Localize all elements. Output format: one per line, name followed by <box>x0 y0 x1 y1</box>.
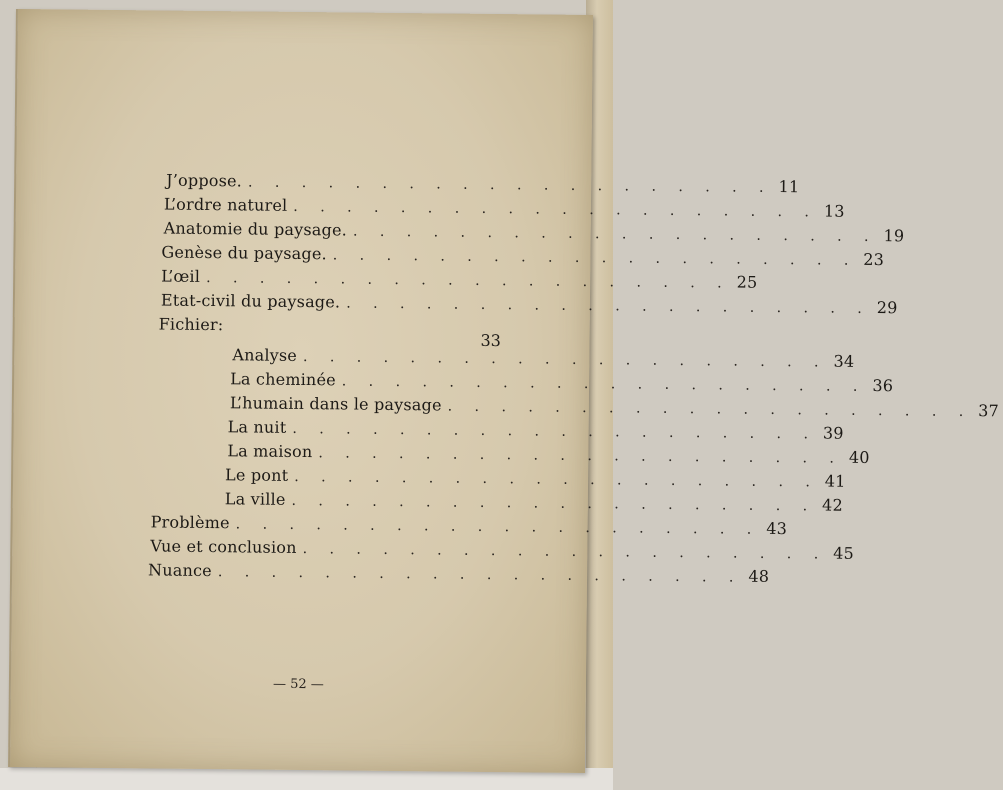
dot-leader: . . . . . . . . . . . . . . . . . . . . <box>217 564 743 586</box>
toc-subentry <box>224 489 843 515</box>
toc-entry-title: Anatomie du paysage. <box>163 218 348 240</box>
toc-entry-title: La ville <box>224 489 286 509</box>
toc-entry <box>166 170 800 197</box>
table-of-contents <box>10 9 1000 773</box>
dot-leader: . . . . . . . . . . . . . . . . . . . . <box>247 174 773 196</box>
toc-subentry <box>229 393 1000 421</box>
toc-entry-page: 19 <box>883 226 905 246</box>
toc-entry <box>150 536 855 563</box>
dot-leader: . . . . . . . . . . . . . . . . . . . . <box>332 247 858 269</box>
toc-entry-title: Analyse <box>232 345 298 365</box>
toc-entry-page: 23 <box>863 249 885 270</box>
toc-entry-page: 41 <box>824 471 846 491</box>
dot-leader: . . . . . . . . . . . . . . . . . . . . <box>447 398 973 421</box>
toc-entry-title: L’humain dans le paysage <box>229 393 442 415</box>
dot-leader: . . . . . . . . . . . . . . . . . . . . <box>206 270 731 292</box>
toc-entry-page: 45 <box>833 543 855 563</box>
toc-entry-title: La maison <box>227 441 313 462</box>
toc-entry-title: L’ordre naturel <box>163 194 288 215</box>
toc-entry-title: La nuit <box>227 417 287 437</box>
dot-leader: . . . . . . . . . . . . . . . . . . . . <box>302 349 828 371</box>
toc-subentry <box>232 345 855 371</box>
toc-entry-page: 37 <box>978 401 1000 421</box>
toc-entry-page: 43 <box>766 518 788 539</box>
toc-entry-title: Nuance <box>148 560 212 581</box>
toc-entry-title: Etat-civil du paysage. <box>160 290 341 312</box>
toc-entry-page: 29 <box>876 298 898 318</box>
toc-entry-page: 39 <box>822 423 844 443</box>
toc-entry-page: 36 <box>872 375 894 396</box>
toc-entry-title: Genèse du paysage. <box>161 242 327 264</box>
dot-leader: . . . . . . . . . . . . . . . . . . . . <box>235 516 761 538</box>
toc-entry <box>163 218 905 246</box>
toc-subentry <box>230 369 894 396</box>
toc-entry-title: Le pont <box>225 465 289 485</box>
toc-subentry <box>225 465 846 491</box>
toc-entry-page: 34 <box>833 351 855 371</box>
page-folio: — 52 — <box>272 676 324 693</box>
toc-entry-title: Fichier: <box>158 314 224 335</box>
dot-leader: . . . . . . . . . . . . . . . . . . . . <box>293 198 818 221</box>
toc-entry <box>163 194 845 221</box>
toc-entry <box>148 560 770 586</box>
toc-entry <box>161 242 885 270</box>
dot-leader: . . . . . . . . . . . . . . . . . . . . <box>292 420 818 443</box>
toc-entry-page: 13 <box>823 201 845 221</box>
toc-entry-page: 11 <box>778 176 800 197</box>
toc-entry <box>160 290 898 318</box>
toc-entry <box>161 266 758 292</box>
toc-entry-title: J’oppose. <box>166 170 243 191</box>
dot-leader: . . . . . . . . . . . . . . . . . . . . <box>291 492 817 515</box>
toc-subentry <box>227 417 844 443</box>
toc-subentry <box>227 441 870 467</box>
dot-leader: . . . . . . . . . . . . . . . . . . . . <box>346 295 871 317</box>
toc-entry-title: Problème <box>150 512 230 533</box>
toc-entry-page: 42 <box>822 495 843 515</box>
dot-leader: . . . . . . . . . . . . . . . . . . . . <box>294 468 819 491</box>
toc-entry-page: 33 <box>480 330 501 351</box>
dot-leader: . . . . . . . . . . . . . . . . . . . . <box>341 373 867 395</box>
toc-entry-title: La cheminée <box>230 369 336 390</box>
toc-entry-title: Vue et conclusion <box>150 536 297 557</box>
book-page <box>8 9 1000 773</box>
toc-entry-title: L’œil <box>161 266 201 286</box>
toc-entry-page: 25 <box>736 272 758 292</box>
dot-leader: . . . . . . . . . . . . . . . . . . . . <box>352 223 878 246</box>
toc-entry-section-heading <box>159 315 508 338</box>
dot-leader: . . . . . . . . . . . . . . . . . . . . <box>302 541 828 563</box>
toc-entry-page: 48 <box>748 566 770 586</box>
dot-leader: . . . . . . . . . . . . . . . . . . . . <box>318 445 843 467</box>
toc-entry-page: 40 <box>848 447 870 467</box>
toc-entry <box>150 512 788 539</box>
